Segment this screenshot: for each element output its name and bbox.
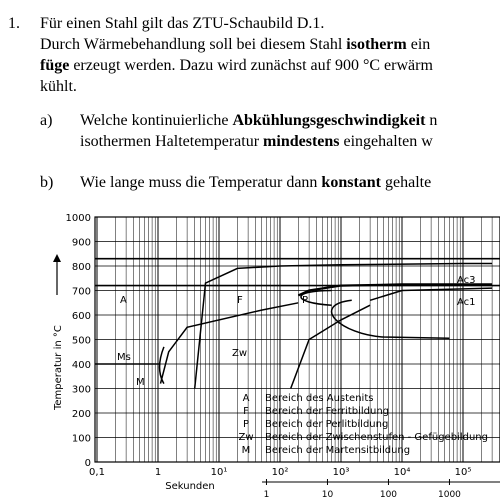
region-label-ms: Ms — [117, 352, 131, 363]
minute-tick-label: 1000 — [438, 490, 461, 500]
y-tick-label-100: 100 — [71, 433, 91, 445]
x-axis-label: Sekunden — [165, 481, 215, 492]
bainite-end-branch-curve — [332, 300, 450, 338]
question-a-line-1: Welche kontinuierliche Abkühlungsgeschwindigkeit n — [80, 112, 438, 129]
y-tick-label-400: 400 — [71, 360, 91, 371]
curves — [95, 259, 500, 389]
legend-text-zw: Bereich der Zwischenstufen - Gefügebildung — [265, 432, 488, 443]
x-tick-label: 10⁴ — [393, 467, 411, 478]
x-tick-label: 10³ — [332, 467, 350, 478]
legend-text-p: Bereich der Perlitbildung — [265, 419, 389, 430]
legend-key-m: M — [241, 445, 251, 456]
x-tick-label: 1 — [154, 467, 162, 478]
y-tick-label-900: 900 — [71, 237, 91, 249]
x-tick-label: 10¹ — [210, 467, 228, 478]
legend-text-f: Bereich der Ferritbildung — [265, 406, 390, 417]
legend-key-zw: Zw — [238, 432, 254, 443]
y-tick-label-1000: 1000 — [65, 213, 91, 224]
legend-key-a: A — [242, 393, 250, 404]
y-tick-label-600: 600 — [71, 311, 91, 322]
labels — [117, 275, 476, 388]
legend-text-a: Bereich des Austenits — [265, 393, 374, 404]
y-tick-label-300: 300 — [71, 384, 91, 396]
region-label-pearlite: P — [302, 295, 309, 306]
y-tick-label-800: 800 — [71, 262, 91, 273]
region-label-austenite: A — [120, 295, 127, 306]
task-line-4: kühlt. — [40, 78, 77, 95]
task-line-1: Für einen Stahl gilt das ZTU-Schaubild D.1. — [40, 15, 325, 32]
legend-text-m: Bereich der Martensitbildung — [265, 445, 411, 456]
bainite-end-curve — [291, 305, 370, 388]
x-tick-label: 10⁵ — [454, 467, 472, 478]
x-tick-label: 10² — [271, 467, 289, 478]
minute-tick-label: 100 — [379, 490, 398, 500]
region-label-ferrite: F — [237, 295, 243, 306]
y-tick-label-0: 0 — [84, 458, 91, 469]
label-ac1: Ac1 — [457, 297, 476, 308]
task-line-2: Durch Wärmebehandlung soll bei diesem Stahl isotherm ein — [40, 36, 431, 53]
region-label-bainite: Zw — [232, 348, 248, 359]
y-axis-arrow-head — [53, 254, 61, 262]
x-tick-label: 0,1 — [89, 467, 105, 478]
task-line-3: füge erzeugt werden. Dazu wird zunächst auf 900 °C erwärm — [40, 57, 433, 74]
question-b-line-1: Wie lange muss die Temperatur dann konstant gehalte — [80, 174, 432, 191]
question-a-line-2: isothermen Haltetemperatur mindestens eingehalten w — [80, 133, 433, 150]
legend-key-f: F — [243, 406, 249, 417]
y-tick-label-700: 700 — [71, 286, 91, 298]
task-number: 1. — [8, 15, 20, 32]
region-label-martensite: M — [136, 377, 145, 388]
minute-tick-label: 10 — [321, 490, 334, 500]
y-axis-label: Temperatur in °C — [53, 325, 64, 410]
minute-tick-label: 1 — [263, 490, 270, 500]
question-b-label: b) — [40, 174, 54, 191]
martensite-nose-curve — [160, 347, 164, 384]
y-tick-label-200: 200 — [71, 409, 91, 420]
y-tick-label-500: 500 — [71, 335, 91, 347]
legend-key-p: P — [242, 419, 250, 430]
question-a-label: a) — [40, 112, 53, 129]
legend — [238, 393, 487, 456]
label-ac3: Ac3 — [457, 275, 476, 286]
